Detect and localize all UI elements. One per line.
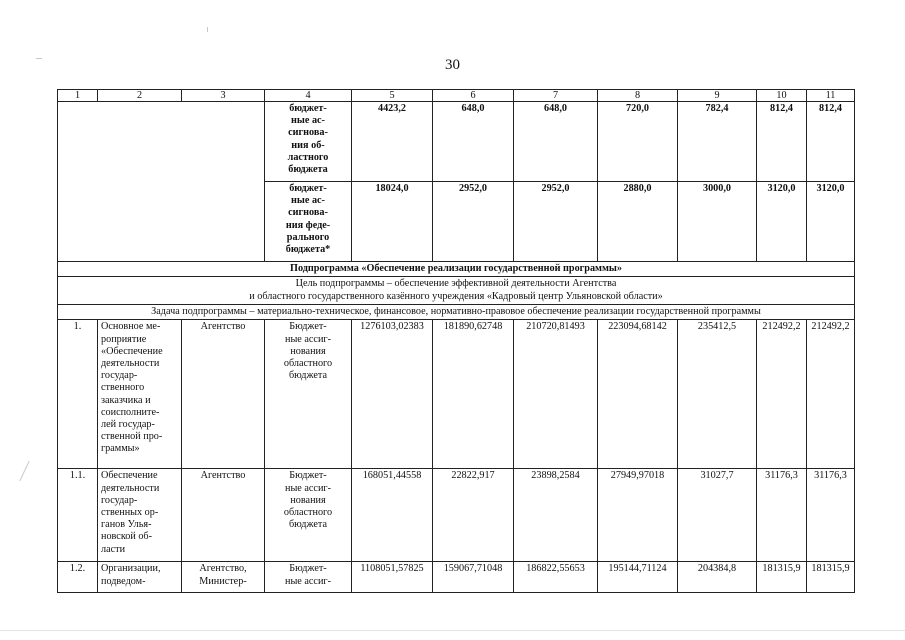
value-cell: 648,0 bbox=[514, 102, 598, 182]
executor: Агентство bbox=[182, 469, 265, 562]
table-row bbox=[58, 102, 855, 182]
executor: Агентство bbox=[182, 320, 265, 469]
value-cell: 31176,3 bbox=[757, 469, 807, 562]
value-cell: 168051,44558 bbox=[352, 469, 433, 562]
column-number: 3 bbox=[182, 90, 265, 102]
value-cell: 2880,0 bbox=[598, 182, 678, 262]
scan-mark bbox=[19, 461, 29, 481]
executor: Агентство, Министер- bbox=[182, 562, 265, 593]
measure-name: Основное ме- роприятие «Обеспечение деятельности государ- ственного заказчика и соисполните- лей государ- ственной про- граммы» bbox=[98, 320, 182, 469]
value-cell: 31027,7 bbox=[678, 469, 757, 562]
value-cell: 31176,3 bbox=[807, 469, 855, 562]
funding-source: бюджет- ные ас- сигнова- ния об- ластного бюджета bbox=[265, 102, 352, 182]
column-number: 4 bbox=[265, 90, 352, 102]
value-cell: 3120,0 bbox=[757, 182, 807, 262]
goal-row bbox=[58, 277, 855, 305]
table-row bbox=[58, 320, 855, 469]
value-cell: 235412,5 bbox=[678, 320, 757, 469]
empty-cell bbox=[58, 102, 265, 262]
subprogram-goal: Цель подпрограммы – обеспечение эффективной деятельности Агентства и областного государственного казённого учреждения «Кадровый центр Ульяновской области» bbox=[58, 277, 855, 305]
measure-name: Организации, подведом- bbox=[98, 562, 182, 593]
value-cell: 22822,917 bbox=[433, 469, 514, 562]
table-row bbox=[58, 469, 855, 562]
column-number: 11 bbox=[807, 90, 855, 102]
scan-mark bbox=[36, 58, 42, 59]
column-number: 5 bbox=[352, 90, 433, 102]
scan-mark bbox=[207, 27, 208, 32]
funding-source: Бюджет- ные ассиг- нования областного бюджета bbox=[265, 320, 352, 469]
value-cell: 159067,71048 bbox=[433, 562, 514, 593]
value-cell: 195144,71124 bbox=[598, 562, 678, 593]
value-cell: 812,4 bbox=[757, 102, 807, 182]
value-cell: 23898,2584 bbox=[514, 469, 598, 562]
value-cell: 812,4 bbox=[807, 102, 855, 182]
measure-name: Обеспечение деятельности государ- ственных ор- ганов Улья- новской об- ласти bbox=[98, 469, 182, 562]
value-cell: 212492,2 bbox=[757, 320, 807, 469]
value-cell: 204384,8 bbox=[678, 562, 757, 593]
funding-source: Бюджет- ные ассиг- нования областного бюджета bbox=[265, 469, 352, 562]
table-row bbox=[58, 562, 855, 593]
funding-source: бюджет- ные ас- сигнова- ния феде- рального бюджета* bbox=[265, 182, 352, 262]
row-number: 1. bbox=[58, 320, 98, 469]
value-cell: 186822,55653 bbox=[514, 562, 598, 593]
subprogram-task: Задача подпрограммы – материально-техническое, финансовое, нормативно-правовое обеспечение реализации государственной программы bbox=[58, 305, 855, 320]
value-cell: 3000,0 bbox=[678, 182, 757, 262]
column-number: 9 bbox=[678, 90, 757, 102]
value-cell: 181890,62748 bbox=[433, 320, 514, 469]
scan-mark bbox=[0, 630, 905, 631]
value-cell: 2952,0 bbox=[514, 182, 598, 262]
value-cell: 181315,9 bbox=[757, 562, 807, 593]
column-number: 1 bbox=[58, 90, 98, 102]
column-number: 2 bbox=[98, 90, 182, 102]
value-cell: 648,0 bbox=[433, 102, 514, 182]
value-cell: 4423,2 bbox=[352, 102, 433, 182]
value-cell: 27949,97018 bbox=[598, 469, 678, 562]
funding-source: Бюджет- ные ассиг- bbox=[265, 562, 352, 593]
row-number: 1.2. bbox=[58, 562, 98, 593]
value-cell: 2952,0 bbox=[433, 182, 514, 262]
value-cell: 210720,81493 bbox=[514, 320, 598, 469]
task-row bbox=[58, 305, 855, 320]
value-cell: 1276103,02383 bbox=[352, 320, 433, 469]
column-number: 8 bbox=[598, 90, 678, 102]
column-number-row bbox=[58, 90, 855, 102]
value-cell: 223094,68142 bbox=[598, 320, 678, 469]
budget-table bbox=[57, 89, 855, 593]
value-cell: 212492,2 bbox=[807, 320, 855, 469]
column-number: 7 bbox=[514, 90, 598, 102]
value-cell: 181315,9 bbox=[807, 562, 855, 593]
value-cell: 1108051,57825 bbox=[352, 562, 433, 593]
subprogram-row bbox=[58, 262, 855, 277]
value-cell: 3120,0 bbox=[807, 182, 855, 262]
subprogram-heading: Подпрограмма «Обеспечение реализации государственной программы» bbox=[58, 262, 855, 277]
page-number: 30 bbox=[445, 57, 460, 73]
column-number: 6 bbox=[433, 90, 514, 102]
row-number: 1.1. bbox=[58, 469, 98, 562]
value-cell: 720,0 bbox=[598, 102, 678, 182]
value-cell: 18024,0 bbox=[352, 182, 433, 262]
value-cell: 782,4 bbox=[678, 102, 757, 182]
column-number: 10 bbox=[757, 90, 807, 102]
